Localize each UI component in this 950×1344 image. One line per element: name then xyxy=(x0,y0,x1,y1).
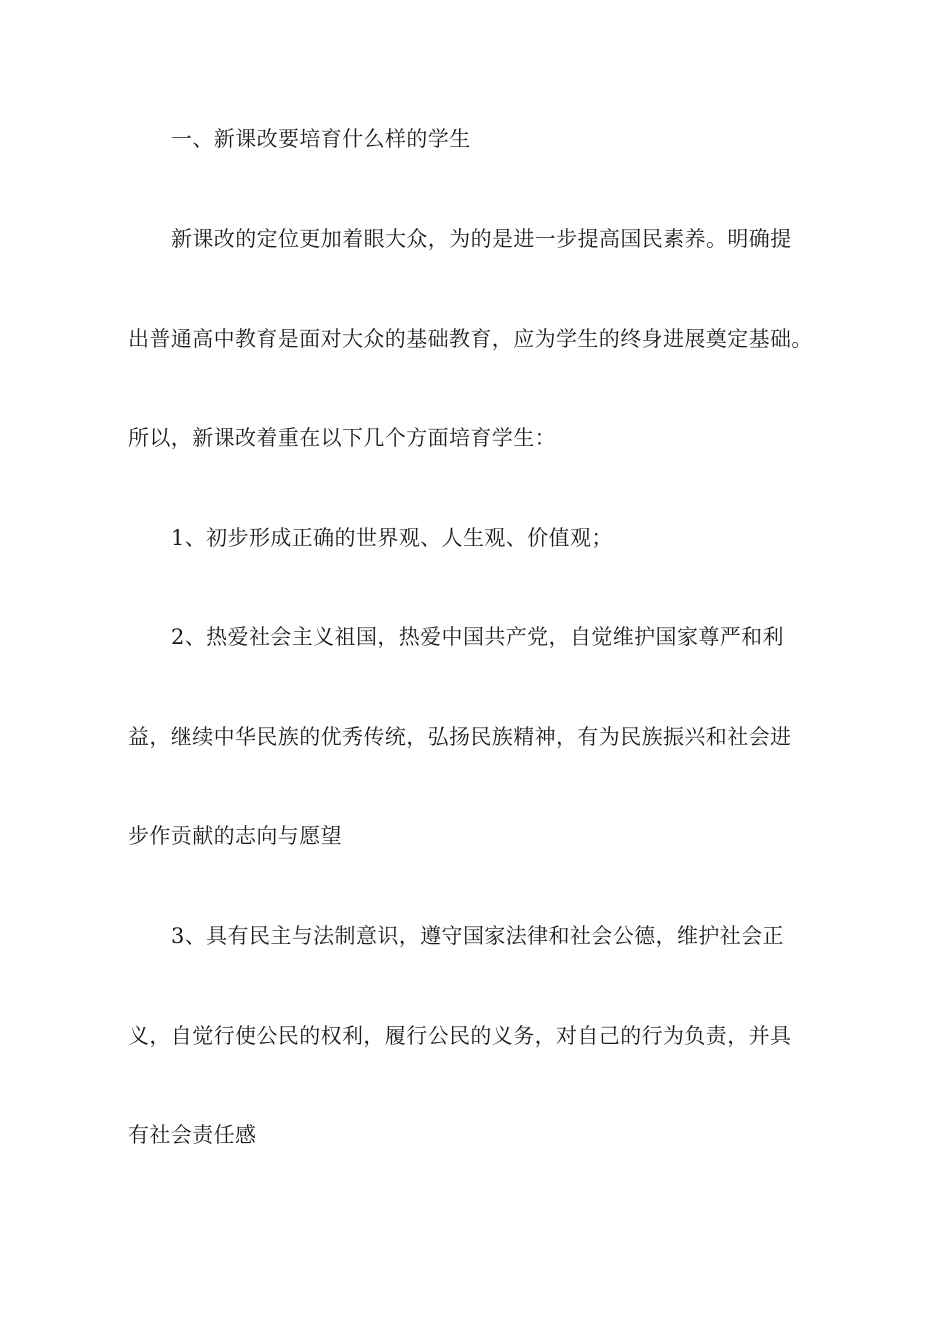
list-item-1: 1、初步形成正确的世界观、人生观、价值观； xyxy=(171,526,613,550)
list-item-2-line: 步作贡献的志向与愿望 xyxy=(128,824,342,848)
paragraph-line: 出普通高中教育是面对大众的基础教育，应为学生的终身进展奠定基础。 xyxy=(128,327,813,351)
list-item-3-line: 有社会责任感 xyxy=(128,1123,257,1147)
list-item-2-line: 益，继续中华民族的优秀传统，弘扬民族精神，有为民族振兴和社会进 xyxy=(128,725,792,749)
section-heading: 一、新课改要培育什么样的学生 xyxy=(171,127,471,151)
list-item-3-line: 3、具有民主与法制意识，遵守国家法律和社会公德，维护社会正 xyxy=(171,924,784,948)
list-item-3-line: 义，自觉行使公民的权利，履行公民的义务，对自己的行为负责，并具 xyxy=(128,1024,792,1048)
paragraph-line: 新课改的定位更加着眼大众，为的是进一步提高国民素养。明确提 xyxy=(171,227,792,251)
list-item-2-line: 2、热爱社会主义祖国，热爱中国共产党，自觉维护国家尊严和利 xyxy=(171,625,784,649)
paragraph-line: 所以，新课改着重在以下几个方面培育学生： xyxy=(128,426,556,450)
